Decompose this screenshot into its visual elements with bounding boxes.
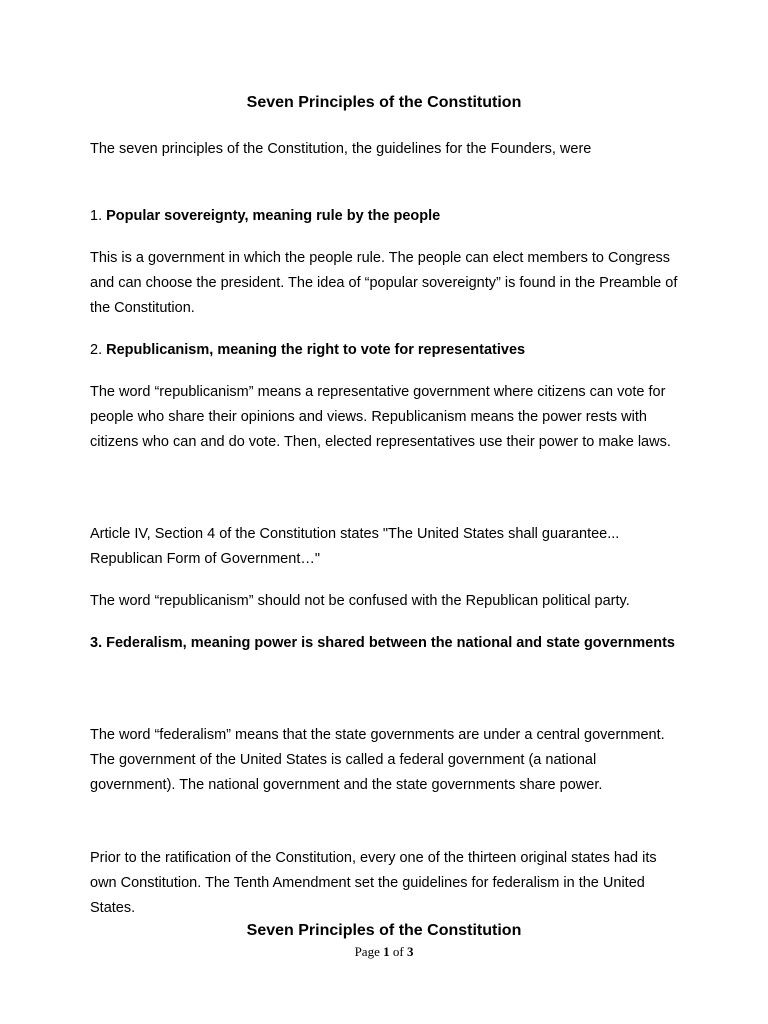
page-current: 1 <box>383 944 390 959</box>
document-title: Seven Principles of the Constitution <box>246 94 522 111</box>
principle-1-title: Popular sovereignty, meaning rule by the people <box>106 208 441 224</box>
principle-1-number: 1. <box>90 208 107 224</box>
principle-1-text: This is a government in which the people rule. The people can elect members to Congress and can choose the president. The idea of “popular sovereignty” is found in the Preamble of the Constitution. <box>90 250 678 316</box>
principle-2-note: The word “republicanism” should not be confused with the Republican political party. <box>90 593 630 609</box>
page-number <box>0 943 768 961</box>
page-label: Page <box>354 944 384 959</box>
principle-2-title: Republicanism, meaning the right to vote for representatives <box>106 342 526 358</box>
principle-2-text: The word “republicanism” means a representative government where citizens can vote for people who share their opinions and views. Republicanism means the power rests with citizens who can and do vote. Then, elected representatives use their power to make laws. <box>90 384 671 450</box>
principle-2-quote: Article IV, Section 4 of the Constitution states "The United States shall guarantee... Republican Form of Government…" <box>90 526 620 567</box>
footer-title: Seven Principles of the Constitution <box>246 922 522 939</box>
principle-2-number: 2. <box>90 342 107 358</box>
principle-3-text: The word “federalism” means that the state governments are under a central government. The government of the United States is called a federal government (a national government). The national government and the state governments share power. <box>90 727 665 793</box>
principle-1-heading <box>90 204 680 229</box>
principle-2-heading <box>90 338 680 363</box>
principle-3-text-2: Prior to the ratification of the Constitution, every one of the thirteen original states had its own Constitution. The Tenth Amendment set the guidelines for federalism in the United States. <box>90 850 657 916</box>
page-total: 3 <box>406 944 414 959</box>
principle-3-heading: 3. Federalism, meaning power is shared between the national and state governments <box>90 635 675 651</box>
intro-paragraph: The seven principles of the Constitution, the guidelines for the Founders, were <box>90 141 592 157</box>
page-of-label: of <box>389 944 407 959</box>
